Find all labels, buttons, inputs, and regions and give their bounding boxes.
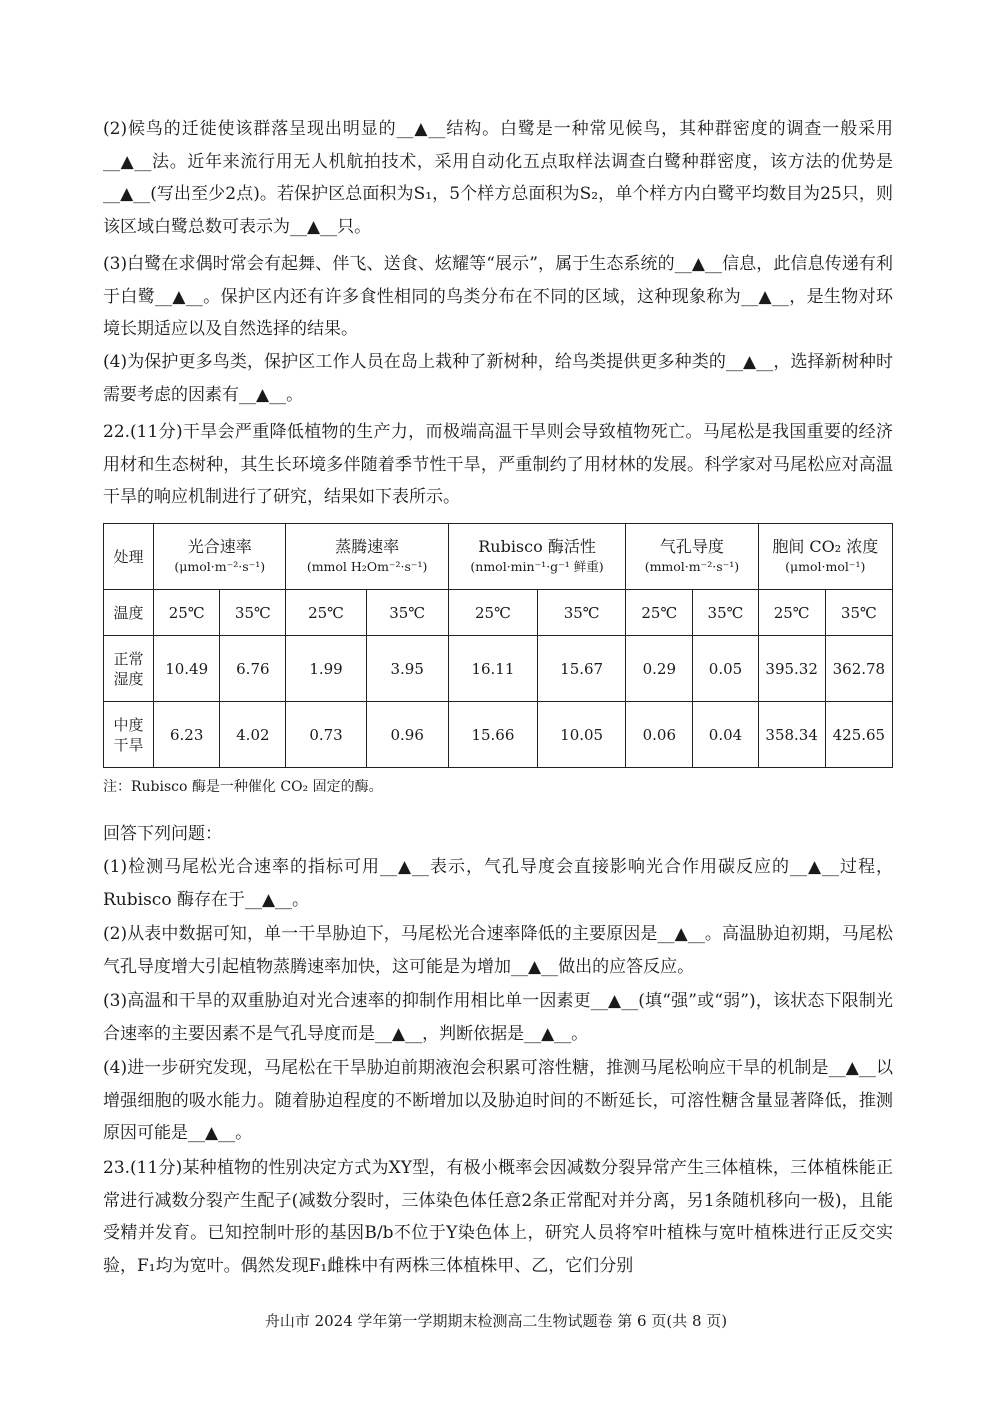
temp-cell: 25℃ <box>626 590 693 636</box>
header-label: 胞间 CO₂ 浓度 <box>772 536 879 556</box>
table-cell: 10.05 <box>538 702 626 768</box>
table-cell: 4.02 <box>220 702 286 768</box>
question-22-part-4: (4)进一步研究发现，马尾松在干旱胁迫前期液泡会积累可溶性糖，推测马尾松响应干旱的机制是__▲__以增强细胞的吸水能力。随着胁迫程度的不断增加以及胁迫时间的不断延长，可溶性糖含量显著降低，推测原因可能是__▲__。 <box>103 1058 893 1143</box>
table-cell: 15.66 <box>448 702 537 768</box>
table-header-row <box>104 524 893 590</box>
temp-cell: 35℃ <box>825 590 892 636</box>
table-temperature-row <box>104 590 893 636</box>
temp-cell: 25℃ <box>448 590 537 636</box>
table-cell: 395.32 <box>758 636 825 702</box>
question-21-part-2: (2)候鸟的迁徙使该群落呈现出明显的__▲__结构。白鹭是一种常见候鸟，其种群密度的调查一般采用__▲__法。近年来流行用无人机航拍技术，采用自动化五点取样法调查白鹭种群密度，该方法的优势是__▲__(写出至少2点)。若保护区总面积为S₁，5个样方总面积为S₂，单个样方内白鹭平均数目为25只，则该区域白鹭总数可表示为__▲__只。 <box>103 119 893 237</box>
header-intercellular-co2 <box>758 524 892 590</box>
table-corner: 处理 <box>104 524 154 590</box>
header-label: Rubisco 酶活性 <box>478 536 596 556</box>
table-cell: 3.95 <box>366 636 448 702</box>
question-21-part-4: (4)为保护更多鸟类，保护区工作人员在岛上栽种了新树种，给鸟类提供更多种类的__▲__，选择新树种时需要考虑的因素有__▲__。 <box>103 352 893 405</box>
header-photosynthesis <box>154 524 286 590</box>
header-unit: (mmol·m⁻²·s⁻¹) <box>644 558 740 574</box>
header-unit: (μmol·mol⁻¹) <box>785 558 866 574</box>
temp-cell: 25℃ <box>154 590 220 636</box>
header-unit: (nmol·min⁻¹·g⁻¹ 鲜重) <box>470 558 604 574</box>
temp-cell: 35℃ <box>220 590 286 636</box>
question-22-part-2: (2)从表中数据可知，单一干旱胁迫下，马尾松光合速率降低的主要原因是__▲__。高温胁迫初期，马尾松气孔导度增大引起植物蒸腾速率加快，这可能是为增加__▲__做出的应答反应。 <box>103 924 893 977</box>
header-label: 气孔导度 <box>659 536 724 556</box>
header-transpiration <box>286 524 448 590</box>
table-cell: 358.34 <box>758 702 825 768</box>
table-cell: 362.78 <box>825 636 892 702</box>
header-unit: (μmol·m⁻²·s⁻¹) <box>174 558 266 574</box>
row-label: 正常湿度 <box>104 636 154 702</box>
header-label: 光合速率 <box>187 536 252 556</box>
question-22-intro: 22.(11分)干旱会严重降低植物的生产力，而极端高温干旱则会导致植物死亡。马尾松是我国重要的经济用材和生态树种，其生长环境多伴随着季节性干旱，严重制约了用材林的发展。科学家对马尾松应对高温干旱的响应机制进行了研究，结果如下表所示。 <box>103 422 893 507</box>
table-cell: 0.96 <box>366 702 448 768</box>
header-unit: (mmol H₂Om⁻²·s⁻¹) <box>306 558 428 574</box>
table-note: 注：Rubisco 酶是一种催化 CO₂ 固定的酶。 <box>103 779 383 795</box>
table-cell: 15.67 <box>538 636 626 702</box>
table-row-moderate-drought <box>104 702 893 768</box>
header-label: 蒸腾速率 <box>335 536 400 556</box>
table-cell: 0.06 <box>626 702 693 768</box>
question-23-intro: 23.(11分)某种植物的性别决定方式为XY型，有极小概率会因减数分裂异常产生三体植株，三体植株能正常进行减数分裂产生配子(减数分裂时，三体染色体任意2条正常配对并分离，另1条随机移向一极)，且能受精并发育。已知控制叶形的基因B/b不位于Y染色体上，研究人员将窄叶植株与宽叶植株进行正反交实验，F₁均为宽叶。偶然发现F₁雌株中有两株三体植株甲、乙，它们分别 <box>103 1158 893 1276</box>
temperature-label: 温度 <box>104 590 154 636</box>
question-22-part-3: (3)高温和干旱的双重胁迫对光合速率的抑制作用相比单一因素更__▲__(填“强”或“弱”)，该状态下限制光合速率的主要因素不是气孔导度而是__▲__，判断依据是__▲__。 <box>103 991 893 1044</box>
table-cell: 6.76 <box>220 636 286 702</box>
table-cell: 0.73 <box>286 702 366 768</box>
table-cell: 0.29 <box>626 636 693 702</box>
table-cell: 10.49 <box>154 636 220 702</box>
header-stomatal-conductance <box>626 524 758 590</box>
results-table <box>103 523 893 768</box>
answer-prompt: 回答下列问题： <box>103 824 222 844</box>
temp-cell: 35℃ <box>693 590 758 636</box>
table-cell: 1.99 <box>286 636 366 702</box>
question-21-part-3: (3)白鹭在求偶时常会有起舞、伴飞、送食、炫耀等“展示”，属于生态系统的__▲__信息，此信息传递有利于白鹭__▲__。保护区内还有许多食性相同的鸟类分布在不同的区域，这种现象称为__▲__，是生物对环境长期适应以及自然选择的结果。 <box>103 254 893 339</box>
temp-cell: 35℃ <box>538 590 626 636</box>
table-cell: 16.11 <box>448 636 537 702</box>
temp-cell: 25℃ <box>758 590 825 636</box>
table-row-normal-humidity <box>104 636 893 702</box>
row-label: 中度干旱 <box>104 702 154 768</box>
page-footer: 舟山市 2024 学年第一学期期末检测高二生物试题卷 第 6 页(共 8 页) <box>264 1312 728 1330</box>
temp-cell: 35℃ <box>366 590 448 636</box>
table-cell: 0.04 <box>693 702 758 768</box>
table-cell: 0.05 <box>693 636 758 702</box>
temp-cell: 25℃ <box>286 590 366 636</box>
header-rubisco <box>448 524 625 590</box>
table-cell: 425.65 <box>825 702 892 768</box>
question-22-part-1: (1)检测马尾松光合速率的指标可用__▲__表示，气孔导度会直接影响光合作用碳反应的__▲__过程，Rubisco 酶存在于__▲__。 <box>103 857 893 910</box>
table-cell: 6.23 <box>154 702 220 768</box>
